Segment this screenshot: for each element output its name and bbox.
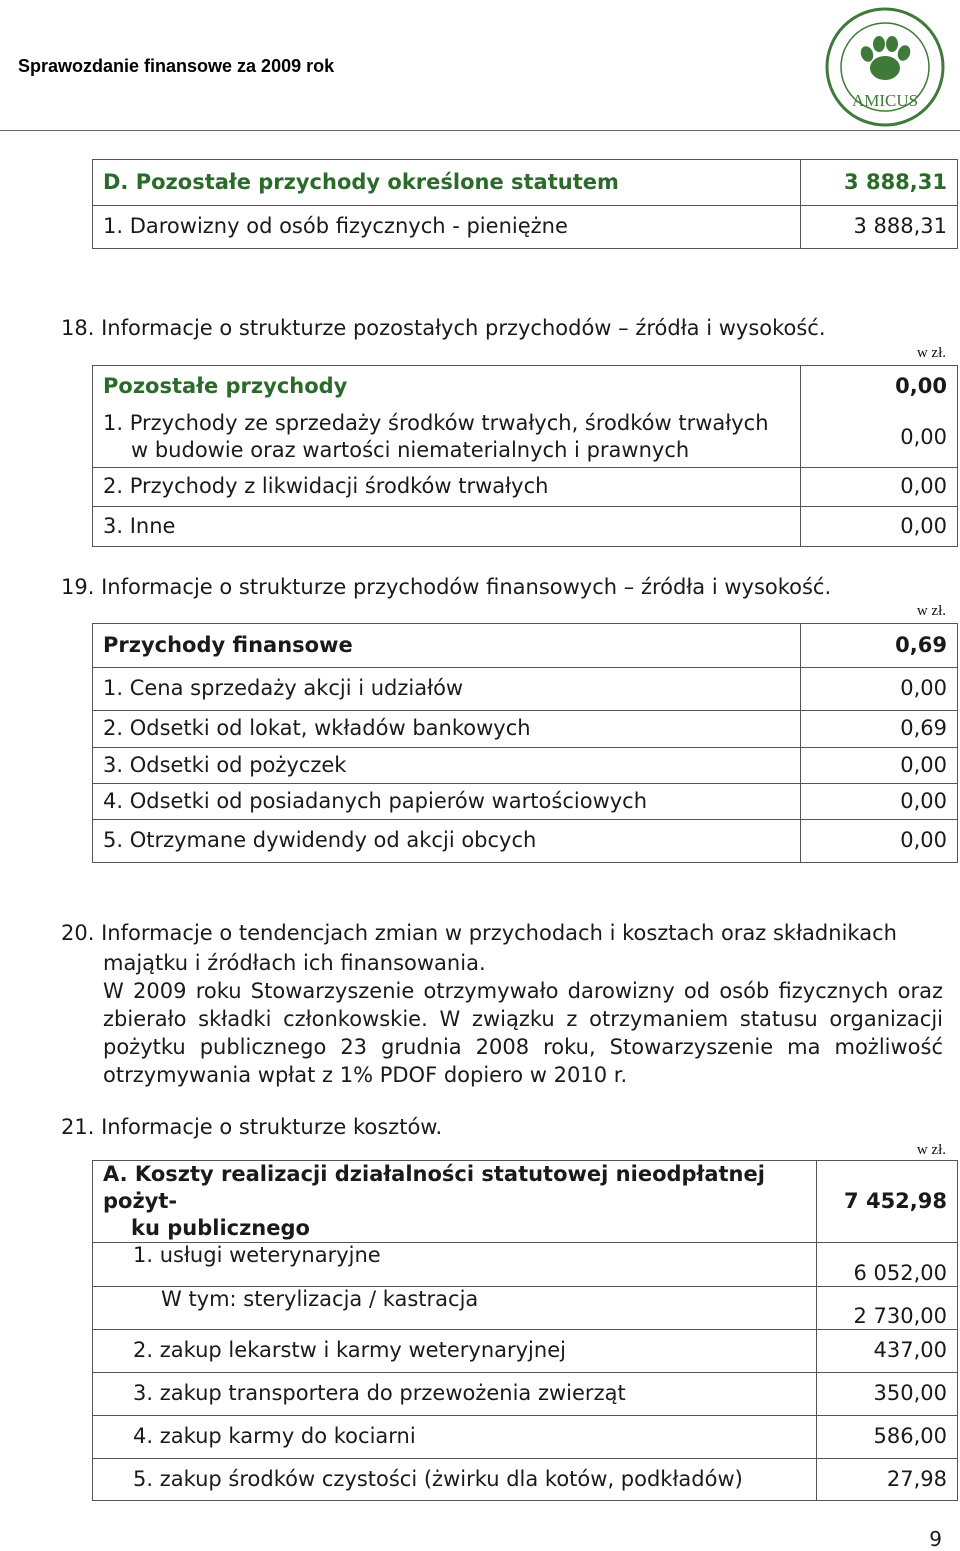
section-d-title: D. Pozostałe przychody określone statutem bbox=[93, 160, 801, 206]
section-18-total: 0,00 bbox=[801, 366, 958, 408]
title-line: A. Koszty realizacji działalności statutowej nieodpłatnej pożyt- bbox=[103, 1162, 765, 1213]
section-21-heading: 21. Informacje o strukturze kosztów. bbox=[61, 1115, 443, 1139]
section-d-total: 3 888,31 bbox=[801, 160, 958, 206]
table-row-value: 0,00 bbox=[801, 748, 958, 784]
table-row-label: 3. zakup transportera do przewożenia zwierząt bbox=[93, 1373, 817, 1416]
row-label-line: 1. Przychody ze sprzedaży środków trwałych, środków trwałych bbox=[103, 411, 769, 436]
table-row-value: 586,00 bbox=[817, 1416, 958, 1459]
table-row-value: 27,98 bbox=[817, 1459, 958, 1501]
table-row-value: 0,69 bbox=[801, 711, 958, 748]
section-18-title: Pozostałe przychody bbox=[93, 366, 801, 408]
table-row-value: 2 730,00 bbox=[817, 1287, 958, 1330]
table-row-value: 0,00 bbox=[801, 507, 958, 547]
table-row-label: 2. zakup lekarstw i karmy weterynaryjnej bbox=[93, 1330, 817, 1373]
table-row-label: 3. Inne bbox=[93, 507, 801, 547]
table-row-label: 4. zakup karmy do kociarni bbox=[93, 1416, 817, 1459]
table-row-value: 0,00 bbox=[801, 820, 958, 863]
table-costs bbox=[92, 1160, 958, 1501]
table-other-revenue bbox=[92, 365, 958, 547]
table-row-label: 1. usługi weterynaryjne bbox=[93, 1243, 817, 1287]
table-other-statutory-revenue bbox=[92, 159, 958, 249]
table-financial-revenue bbox=[92, 623, 958, 863]
section-19-total: 0,69 bbox=[801, 624, 958, 668]
section-21-total: 7 452,98 bbox=[817, 1161, 958, 1243]
table-row-label: 2. Odsetki od lokat, wkładów bankowych bbox=[93, 711, 801, 748]
table-row-value: 0,00 bbox=[801, 784, 958, 820]
table-row-label: 2. Przychody z likwidacji środków trwałych bbox=[93, 468, 801, 507]
table-row-value: 0,00 bbox=[801, 408, 958, 468]
table-row-label: 5. Otrzymane dywidendy od akcji obcych bbox=[93, 820, 801, 863]
row-label-line: w budowie oraz wartości niematerialnych i prawnych bbox=[131, 438, 690, 463]
table-row-label bbox=[93, 408, 801, 468]
table-row-label: 3. Odsetki od pożyczek bbox=[93, 748, 801, 784]
unit-label: w zł. bbox=[916, 603, 946, 619]
table-row-value: 6 052,00 bbox=[817, 1243, 958, 1287]
table-row-label: 5. zakup środków czystości (żwirku dla kotów, podkładów) bbox=[93, 1459, 817, 1501]
table-row-label: W tym: sterylizacja / kastracja bbox=[93, 1287, 817, 1330]
table-row-value: 3 888,31 bbox=[801, 206, 958, 249]
section-19-title: Przychody finansowe bbox=[93, 624, 801, 668]
unit-label: w zł. bbox=[916, 1142, 946, 1158]
table-row-label: 1. Cena sprzedaży akcji i udziałów bbox=[93, 668, 801, 711]
table-row-label: 1. Darowizny od osób fizycznych - pieniężne bbox=[93, 206, 801, 249]
table-row-label: 4. Odsetki od posiadanych papierów wartościowych bbox=[93, 784, 801, 820]
section-21-title bbox=[93, 1161, 817, 1243]
table-row-value: 437,00 bbox=[817, 1330, 958, 1373]
unit-label: w zł. bbox=[916, 345, 946, 361]
amicus-logo bbox=[822, 6, 948, 128]
section-20-paragraph: W 2009 roku Stowarzyszenie otrzymywało darowizny od osób fizycznych oraz zbierało składki członkowskie. W związku z otrzymaniem statusu organizacji pożytku publicznego 23 grudnia 2008 roku, Stowarzyszenie ma możliwość otrzymywania wpłat z 1% PDOF dopiero w 2010 r. bbox=[103, 979, 943, 1087]
document-title: Sprawozdanie finansowe za 2009 rok bbox=[18, 56, 335, 76]
table-row-value: 0,00 bbox=[801, 668, 958, 711]
section-18-heading: 18. Informacje o strukturze pozostałych przychodów – źródła i wysokość. bbox=[61, 316, 826, 340]
title-line: ku publicznego bbox=[131, 1216, 310, 1240]
page-number: 9 bbox=[929, 1527, 942, 1551]
header-divider bbox=[0, 130, 960, 131]
svg-text:AMICUS: AMICUS bbox=[851, 91, 919, 110]
table-row-value: 0,00 bbox=[801, 468, 958, 507]
section-20-heading-cont: majątku i źródłach ich finansowania. bbox=[103, 951, 486, 975]
section-20-heading: 20. Informacje o tendencjach zmian w przychodach i kosztach oraz składnikach bbox=[61, 921, 897, 945]
section-19-heading: 19. Informacje o strukturze przychodów finansowych – źródła i wysokość. bbox=[61, 575, 832, 599]
table-row-value: 350,00 bbox=[817, 1373, 958, 1416]
